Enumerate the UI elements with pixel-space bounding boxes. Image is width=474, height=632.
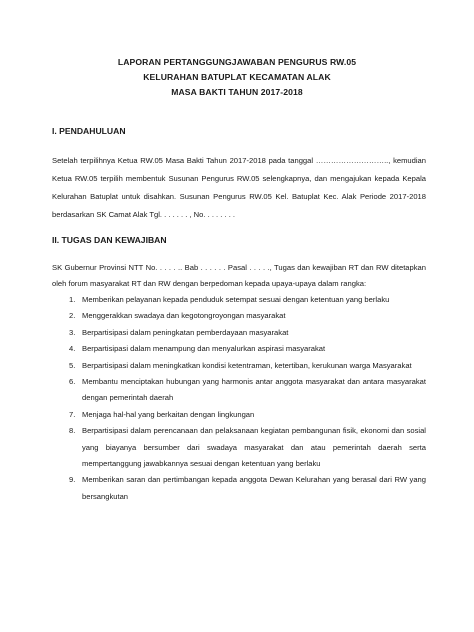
list-item-text: Menjaga hal-hal yang berkaitan dengan lingkungan [82,409,255,419]
list-item-number: 2. [69,311,76,321]
list-item [52,341,426,357]
list-item-text: Membantu menciptakan hubungan yang harmonis antar anggota masyarakat dan antara masyarakat dengan pemerintah daerah [82,377,426,403]
list-item [52,472,426,505]
list-item-number: 8. [69,426,76,436]
report-title-line-2: KELURAHAN BATUPLAT KECAMATAN ALAK [143,72,331,82]
list-item-text: Berpartisipasi dalam perencanaan dan pelaksanaan kegiatan pembangunan fisik, ekonomi dan sosial yang biayanya bersumber dari swadaya masyarakat dan atau pemerintah daerah serta mempertanggung jawabkannya sesuai dengan ketentuan yang berlaku [82,426,426,469]
list-item [52,374,426,407]
list-item-text: Berpartisipasi dalam peningkatan pemberdayaan masyarakat [82,327,289,337]
list-item-text: Memberikan saran dan pertimbangan kepada anggota Dewan Kelurahan yang berasal dari RW yang bersangkutan [82,475,426,501]
list-item-text: Berpartisipasi dalam menampung dan menyalurkan aspirasi masyarakat [82,344,326,354]
list-item-text: Menggerakkan swadaya dan kegotongroyongan masyarakat [82,311,286,321]
section-1-paragraph-text: Setelah terpilihnya Ketua RW.05 Masa Bakti Tahun 2017-2018 pada tanggal ……………………….., kemudian Ketua RW.05 terpilih membentuk Susunan Pengurus RW.05 selengkapnya, dan mengajukan kepada Kepala Kelurahan Batuplat untuk disahkan. Susunan Pengurus RW.05 Kel. Batuplat Kec. Alak Periode 2017-2018 berdasarkan SK Camat Alak Tgl. . . . . . . , No. . . . . . . . [52,156,426,219]
list-item [52,358,426,374]
report-title-line-1: LAPORAN PERTANGGUNGJAWABAN PENGURUS RW.05 [117,57,357,67]
list-item-number: 9. [69,475,76,485]
list-item [52,423,426,472]
report-title-line-3: MASA BAKTI TAHUN 2017-2018 [171,87,303,97]
list-item-number: 6. [69,377,76,387]
list-item [52,292,426,308]
duties-list [52,292,426,505]
list-item-number: 5. [69,360,76,370]
section-1-heading: I. PENDAHULUAN [52,126,126,136]
list-item-number: 3. [69,327,76,337]
section-2-heading: II. TUGAS DAN KEWAJIBAN [52,235,167,245]
section-2-intro-text: SK Gubernur Provinsi NTT No. . . . . .. Bab . . . . . . Pasal . . . . ., Tugas dan kewajiban RT dan RW ditetapkan oleh forum masyarakat RT dan RW dengan berpedoman kepada upaya-upaya dalam rangka: [52,263,426,289]
list-item-text: Berpartisipasi dalam meningkatkan kondisi ketentraman, ketertiban, kerukunan warga Masyarakat [82,360,412,370]
list-item-text: Memberikan pelayanan kepada penduduk setempat sesuai dengan ketentuan yang berlaku [82,295,390,304]
list-item [52,407,426,423]
section-1-paragraph [52,152,426,224]
list-item-number: 7. [69,409,76,419]
list-item [52,308,426,324]
section-2-intro [52,260,426,293]
list-item-number: 4. [69,344,76,354]
list-item-number: 1. [69,295,76,304]
list-item [52,325,426,341]
